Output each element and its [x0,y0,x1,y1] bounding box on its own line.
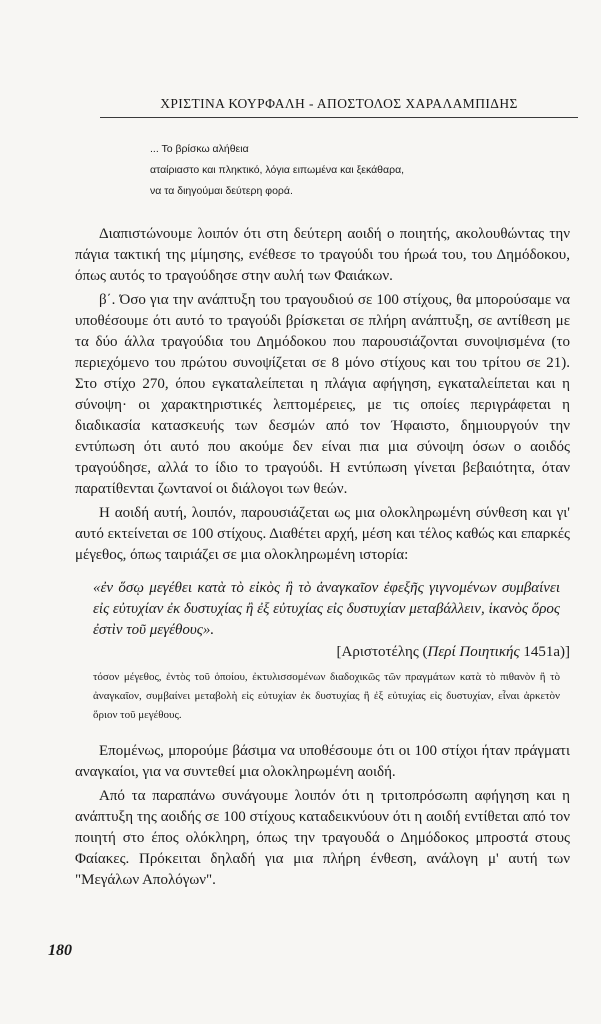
quote-citation [300,644,570,661]
paragraph-4: Επομένως, μπορούμε βάσιμα να υποθέσουμε ότι οι 100 στίχοι ήταν πράγματι αναγκαίοι, για να συντεθεί μια ολοκληρωμένη αοιδή. [75,743,570,780]
citation-close: 1451a)] [519,644,570,660]
header-rule [100,117,578,118]
main-text-continued [75,741,570,894]
epigraph-line-3: να τα διηγούμαι δεύτερη φορά. [150,185,293,197]
main-text [75,224,570,569]
epigraph [150,139,490,202]
quote-translation: τόσον μέγεθος, ἐντὸς τοῦ ὁποίου, ἐκτυλισσομένων διαδοχικῶς τῶν πραγμάτων κατὰ τὸ πιθανὸν ἢ τὸ ἀναγκαῖον, συμβαίνει μεταβολὴ εἰς εὐτυχίαν ἐκ δυστυχίας ἢ ἐξ εὐτυχίας εἰς δυστυχίαν, εἶναι ἀρκετὸν ὅριον τοῦ μεγέθους. [93,671,560,721]
epigraph-line-2: αταίριαστο και πληκτικό, λόγια ειπωμένα και ξεκάθαρα, [150,164,405,176]
citation-work: Περί Ποιητικής [427,644,520,660]
paragraph-1: Διαπιστώνουμε λοιπόν ότι στη δεύτερη αοιδή ο ποιητής, ακολουθώντας την πάγια τακτική της μίμησης, ενέθεσε το τραγούδι του ήρωά του, του Δημόδοκου, όπως αυτός το τραγούδησε στην αυλή των Φαιάκων. [75,226,570,284]
citation-open: [Αριστοτέλης ( [336,644,428,660]
epigraph-line-1: ... Το βρίσκω αλήθεια [150,143,249,155]
paragraph-5: Από τα παραπάνω συνάγουμε λοιπόν ότι η τριτοπρόσωπη αφήγηση και η ανάπτυξη της αοιδής σε 100 στίχους καταδεικνύουν ότι η αοιδή εντίθεται από τον ποιητή στο έπος ολόκληρη, όπως την τραγουδά ο Δημόδοκος μπροστά στους Φαίακες. Πρόκειται δηλαδή για μια πλήρη ένθεση, ανάλογη μ' αυτή των "Μεγάλων Απολόγων". [75,788,570,888]
paragraph-3: Η αοιδή αυτή, λοιπόν, παρουσιάζεται ως μια ολοκληρωμένη σύνθεση και γι' αυτό εκτείνεται σε 100 στίχους. Διαθέτει αρχή, μέση και τέλος καθώς και επαρκές μέγεθος, όπως ταιριάζει σε μια ολοκληρωμένη ιστορία: [75,505,570,563]
running-header: ΧΡΙΣΤΙΝΑ ΚΟΥΡΦΑΛΗ - ΑΠΟΣΤΟΛΟΣ ΧΑΡΑΛΑΜΠΙΔΗΣ [160,96,518,111]
page-number: 180 [48,942,72,959]
aristotle-quote: «ἐν ὅσῳ μεγέθει κατὰ τὸ εἰκὸς ἢ τὸ ἀναγκαῖον ἐφεξῆς γιγνομένων συμβαίνει εἰς εὐτυχίαν ἐκ δυστυχίας ἢ ἐξ εὐτυχίας εἰς δυστυχίαν μεταβάλλειν, ἱκανὸς ὅρος ἐστὶν τοῦ μεγέθους». [93,580,560,638]
paragraph-2: β΄. Όσο για την ανάπτυξη του τραγουδιού σε 100 στίχους, θα μπορούσαμε να υποθέσουμε ότι αυτό το τραγούδι βρίσκεται σε πλήρη ανάπτυξη, σε αντίθεση με τα δύο άλλα τραγούδια του Δημόδοκου που παρουσιάζονται συνοψισμένα (το περιεχόμενο του πρώτου συνοψίζεται σε 8 μόνο στίχους και του τρίτου σε 21). Στο στίχο 270, όπου εγκαταλείπεται η πλάγια αφήγηση, εγκαταλείπεται και η σύνοψη· οι χαρακτηριστικές λεπτομέρειες, με τις οποίες περιγράφεται η διαδικασία κατασκευής των δεσμών από τον Ήφαιστο, δημιουργούν την εντύπωση ότι αυτό που ακούμε δεν είναι πια μια σύνοψη όσων ο αοιδός τραγούδησε, αλλά το ίδιο το τραγούδι. Η εντύπωση γίνεται βεβαιότητα, όταν παρατίθενται ζωντανοί οι διάλογοι των θεών. [75,292,570,497]
